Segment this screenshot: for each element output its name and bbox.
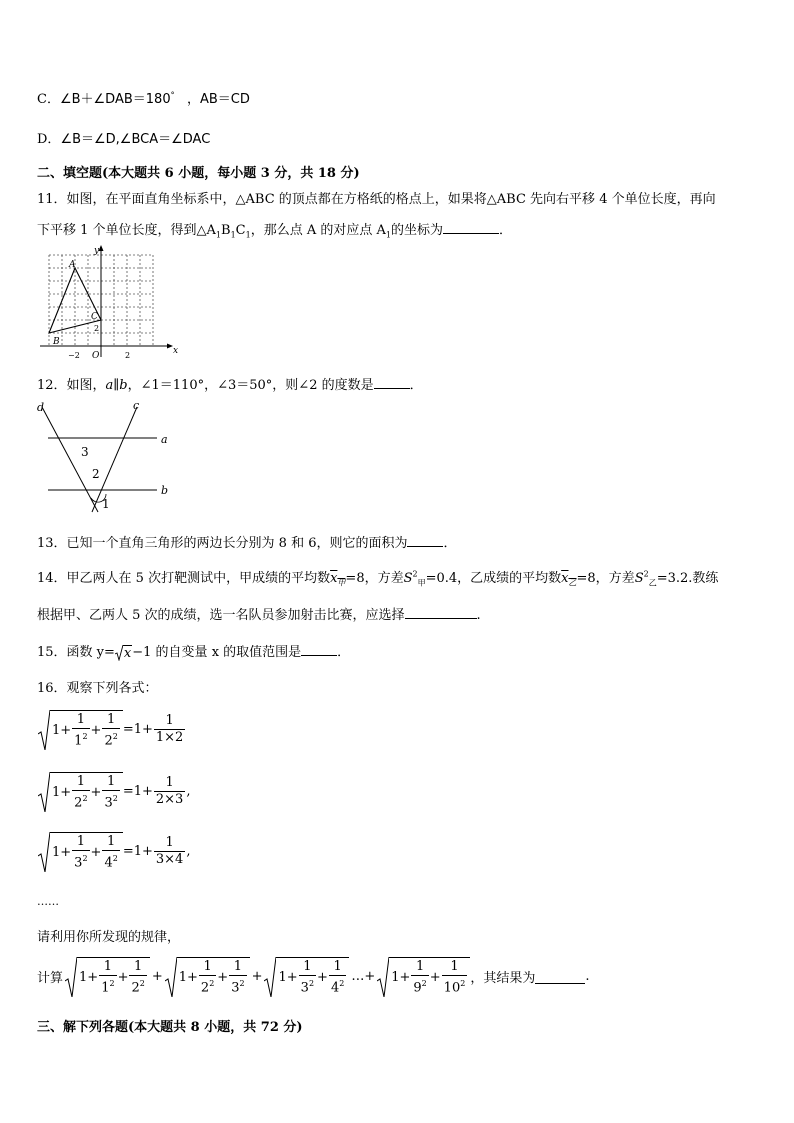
one-plus: 1+ [278,970,298,986]
q11-answer-blank [443,220,499,234]
denominator-base: 3 [74,855,83,871]
equals-one-plus: =1+ [122,722,153,738]
plus-sign: + [90,723,102,739]
q16-end: . [585,969,590,985]
q12-text: 12．如图， [37,378,106,393]
equals-one-plus: =1+ [122,844,153,860]
result-fraction [154,835,185,868]
y-tick-2: 2 [94,324,100,333]
x-var: x [330,571,338,586]
radical-sign [115,645,123,661]
fraction [199,959,216,996]
one-plus: 1+ [52,723,72,739]
numerator: 1 [299,959,316,976]
calc-radical [377,957,470,996]
numerator: 1 [102,712,119,729]
point-b-label: B [53,337,60,347]
result-fraction [154,775,185,808]
x-var: x [123,645,132,661]
radical-sign [264,957,276,997]
label-c: c [133,399,140,412]
denominator-base: 1×2 [155,730,184,746]
exponent: 2 [82,854,88,863]
s-var: S [634,571,644,586]
option-d [37,128,210,147]
denominator-base: 2 [131,980,140,996]
denominator [102,851,119,871]
jia-sub: 甲 [417,578,426,588]
q11-text-b: B [221,223,231,238]
line-d [42,407,98,512]
option-d-expr: ∠B＝∠D,∠BCA＝∠DAC [60,132,211,147]
q11-end: ． [499,223,513,238]
q16-hint: 请利用你所发现的规律， [37,930,181,945]
denominator [99,976,116,996]
identity-expr [38,772,190,811]
q12-line [37,374,423,393]
exponent: 2 [239,979,245,988]
q11-sub: 1 [245,230,251,240]
result-fraction [154,713,185,746]
denominator [102,729,119,749]
denominator [154,792,185,808]
q14-text-a: 14．甲乙两人在 5 次打靶测试中，甲成绩的平均数 [37,571,331,586]
numerator: 1 [99,959,116,976]
exponent: 2 [460,979,466,988]
point-c-label: C [91,312,98,322]
jia-sub: 甲 [337,578,346,588]
denominator-base: 4 [104,855,113,871]
q14-line2 [37,604,481,623]
denominator-base: 3 [231,980,240,996]
calc-radical [264,957,349,996]
radical-sign [38,832,50,872]
angle-1-label: 1 [102,497,110,511]
plus-sign: + [117,970,129,986]
q12-parallel-lines-figure [33,398,178,518]
q12-cond: a∥b [105,378,128,393]
x-tick-2: 2 [125,351,131,360]
radicand [389,957,470,996]
q11-sub: 1 [385,230,391,240]
exponent: 2 [112,732,118,741]
row-tail: , [186,844,191,860]
denominator-base: 3 [104,795,113,811]
denominator [411,976,428,996]
q16-ellipsis: …… [37,895,59,908]
denominator [199,976,216,996]
variance-yi [635,571,657,586]
q11-text-e: 的坐标为 [391,223,444,238]
numerator: 1 [129,959,146,976]
exponent: 2 [421,979,427,988]
exponent: 2 [82,732,88,741]
origin-label: O [92,351,100,361]
one-plus: 1+ [52,845,72,861]
x-var: x [561,571,569,586]
option-c-label: C． [37,92,60,107]
line-c [92,407,137,512]
q15-text-a: 15．函数 y= [37,645,115,660]
denominator-base: 1 [101,980,110,996]
radicand [77,957,150,996]
q15-answer-blank [301,642,337,656]
radicand [50,832,123,871]
one-plus: 1+ [79,970,99,986]
section-3-heading: 三、解下列各题(本大题共 8 小题，共 72 分) [37,1020,303,1035]
numerator: 1 [102,834,119,851]
exponent: 2 [308,979,315,988]
radicand [50,710,123,749]
numerator: 1 [154,835,185,852]
denominator-base: 2 [200,980,210,996]
exponent: 2 [139,979,145,988]
q16-row-3 [38,832,190,871]
fraction [72,834,89,871]
angle-2-label: 2 [92,467,100,481]
radical-sign [377,957,389,997]
exponent: 2 [112,794,118,803]
q16-answer-blank [535,970,585,984]
fraction [102,774,119,811]
q16-calc-line [37,957,589,996]
radical [38,772,123,811]
q16-result-text: ，其结果为 [470,971,536,987]
calc-label: 计算 [37,971,64,987]
denominator [72,851,89,871]
yi-sub: 乙 [648,578,657,588]
q16-row-1 [38,710,186,749]
fraction [329,959,346,996]
mean-jia [330,571,345,586]
q14-text-f: 根据甲、乙两人 5 次的成绩，选一名队员参加射击比赛，应选择 [37,608,405,623]
identity-expr [38,832,190,871]
q14-text-e: =3.2.教练 [656,571,719,586]
radicand [50,772,123,811]
denominator-base: 4 [330,980,340,996]
fraction [102,834,119,871]
exponent: 2 [109,979,115,988]
row-tail: , [186,784,191,800]
numerator: 1 [154,775,185,792]
exponent: 2 [82,794,88,803]
denominator [299,976,316,996]
numerator: 1 [199,959,216,976]
numerator: 1 [154,713,185,730]
denominator-base: 9 [413,980,422,996]
s-var: S [403,571,413,586]
fraction [72,774,89,811]
numerator: 1 [72,774,89,791]
radical [38,710,123,749]
calc-radical [165,957,250,996]
label-d: d [37,401,45,414]
denominator-base: 1 [74,733,83,749]
label-a: a [161,433,168,446]
q12-end: ． [409,378,423,393]
q15-end: ． [337,645,351,660]
q11-text-a: 下平移 1 个单位长度，得到△A [37,223,216,238]
plus-sign: + [429,970,441,986]
option-c-cond: ，AB＝CD [187,92,250,107]
fraction [411,959,428,996]
exponent: 2 [339,979,345,988]
mean-yi [561,571,576,586]
q11-text-c: C [235,223,246,238]
option-c-expr: ∠B＋∠DAB＝180 [59,92,171,107]
x-axis-label: x [173,346,179,356]
q13-line [37,532,457,551]
plus-sign: + [317,970,328,986]
equals-one-plus: =1+ [122,784,153,800]
y-axis-label: y [94,246,100,256]
radicand [276,957,349,996]
calc-operator: + [251,969,263,985]
numerator: 1 [329,959,346,976]
denominator-base: 3 [300,980,309,996]
radical [38,832,123,871]
q16-calc-expr [37,957,589,996]
radicand [177,957,250,996]
radical-sign [38,710,50,750]
denominator-base: 3×4 [155,852,184,868]
degree-mark: ° [170,90,175,100]
radical-sign [165,957,177,997]
fraction [229,959,246,996]
fraction [442,959,468,996]
q16-row-2 [38,772,190,811]
yi-sub: 乙 [568,578,577,588]
fraction [102,712,119,749]
q12-answer-blank [374,375,410,389]
numerator: 1 [411,959,428,976]
label-b: b [161,484,169,497]
radical-sign [38,772,50,812]
q15-line [37,641,350,661]
q11-line2 [37,219,512,240]
point-a-label: A [69,260,76,270]
one-plus: 1+ [178,970,198,986]
section-2-heading: 二、填空题(本大题共 6 小题，每小题 3 分，共 18 分) [37,166,360,181]
q14-text-c: =0.4，乙成绩的平均数 [425,571,562,586]
q11-text-d: ，那么点 A 的对应点 A [250,223,386,238]
q13-end: ． [443,536,457,551]
q11-coordinate-figure [36,243,186,361]
numerator: 1 [442,959,468,976]
q11-sub: 1 [215,230,222,240]
fraction [99,959,116,996]
denominator [72,791,89,811]
denominator [154,852,185,868]
denominator [442,976,468,996]
calc-operator: …+ [351,969,376,985]
one-plus: 1+ [391,970,411,986]
variance-jia [404,571,426,586]
q13-text: 13．已知一个直角三角形的两边长分别为 8 和 6，则它的面积为 [37,536,408,551]
y-axis-arrow [99,245,104,251]
denominator [102,791,119,811]
q11-line1: 11．如图，在平面直角坐标系中，△ABC 的顶点都在方格纸的格点上，如果将△ABC 先向右平移 4 个单位长度，再向 [37,192,716,207]
numerator: 1 [72,712,89,729]
denominator [329,976,346,996]
option-d-label: D． [37,132,61,147]
square: 2 [643,569,649,579]
numerator: 1 [102,774,119,791]
q14-end: . [476,608,481,623]
fraction [72,712,89,749]
q14-text-d: =8，方差 [576,571,635,586]
calc-radical [65,957,150,996]
q16-title: 16．观察下列各式： [37,681,158,696]
square: 2 [412,569,418,579]
denominator [154,730,185,746]
radical-sign [65,957,77,997]
q11-sub: 1 [230,230,236,240]
q15-text-b: −1 的自变量 x 的取值范围是 [132,645,302,660]
numerator: 1 [72,834,89,851]
fraction [299,959,316,996]
plus-sign: + [217,970,229,986]
calc-terms [65,957,470,996]
denominator-base: 2 [104,733,113,749]
denominator-base: 10 [443,980,461,996]
q14-answer-blank [405,605,477,619]
sqrt-x [115,645,132,661]
denominator-base: 2 [74,795,83,811]
q14-text-b: =8，方差 [345,571,404,586]
one-plus: 1+ [52,785,72,801]
q12-rest: ，∠1＝110°，∠3＝50°，则∠2 的度数是 [127,378,374,393]
plus-sign: + [90,785,102,801]
identity-expr [38,710,186,749]
calc-operator: + [151,969,163,985]
numerator: 1 [229,959,246,976]
plus-sign: + [90,845,102,861]
denominator [72,729,89,749]
q14-line1 [37,567,718,589]
q13-answer-blank [407,533,443,547]
option-c [37,88,250,107]
exponent: 2 [112,854,118,863]
denominator [229,976,246,996]
fraction [129,959,146,996]
angle-3-label: 3 [81,445,89,459]
denominator [129,976,146,996]
x-tick-neg2: −2 [68,351,80,360]
denominator-base: 2×3 [155,792,184,808]
exponent: 2 [209,979,215,988]
